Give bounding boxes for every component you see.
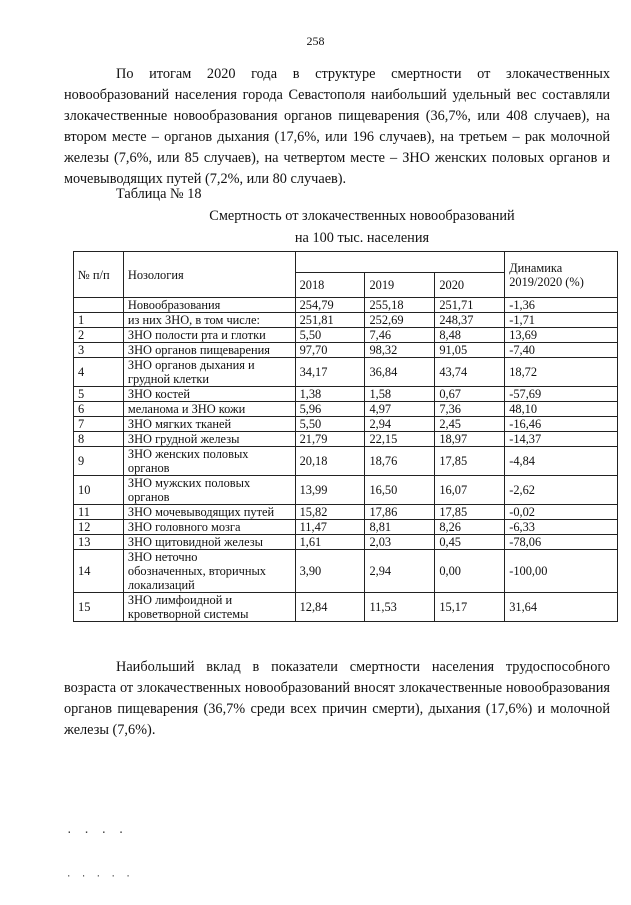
table-title-line2: на 100 тыс. населения	[294, 230, 430, 246]
intro-paragraph: По итогам 2020 года в структуре смертности от злокачественных новообразований населения города Севастополя наибольший удельный вес составляли злокачественные новообразования органов пищеварения (36,7%, или 408 случаев), на втором месте – органов дыхания (17,6%, или 196 случаев), на третьем – рак молочной железы (7,6%, или 85 случаев), на четвертом месте – ЗНО женских половых органов и мочевыводящих путей (7,2%, или 80 случаев).	[64, 66, 610, 187]
row-num-cell: 1	[74, 313, 124, 328]
row-num-cell: 9	[74, 447, 124, 476]
row-nosology-cell: Новообразования	[123, 298, 295, 313]
row-dynamics-cell: -7,40	[505, 343, 618, 358]
mortality-table	[73, 251, 618, 622]
table-row	[74, 328, 618, 343]
row-dynamics-cell: -14,37	[505, 432, 618, 447]
row-nosology-cell: меланома и ЗНО кожи	[123, 402, 295, 417]
row-2019-cell: 8,81	[365, 520, 435, 535]
row-nosology-cell: ЗНО грудной железы	[123, 432, 295, 447]
conclusion-paragraph: Наибольший вклад в показатели смертности населения трудоспособного возраста от злокачественных новообразований вносят злокачественные новообразования органов пищеварения (36,7% среди всех причин смерти), дыхания (17,6%) и молочной железы (7,6%).	[64, 659, 610, 738]
header-dynamics: Динамика 2019/2020 (%)	[505, 252, 618, 298]
row-nosology-cell: ЗНО неточно обозначенных, вторичных локализаций	[123, 550, 295, 593]
row-2020-cell: 248,37	[435, 313, 505, 328]
header-num: № п/п	[74, 252, 124, 298]
row-nosology-cell: ЗНО лимфоидной и кроветворной системы	[123, 593, 295, 622]
table-row	[74, 313, 618, 328]
scan-artifact-mark: · · · · ·	[66, 872, 133, 882]
row-2020-cell: 91,05	[435, 343, 505, 358]
row-nosology-cell: ЗНО органов пищеварения	[123, 343, 295, 358]
row-2018-cell: 5,50	[295, 328, 365, 343]
row-num-cell: 11	[74, 505, 124, 520]
row-2020-cell: 17,85	[435, 505, 505, 520]
row-2019-cell: 18,76	[365, 447, 435, 476]
row-2020-cell: 251,71	[435, 298, 505, 313]
table-row	[74, 447, 618, 476]
row-dynamics-cell: -0,02	[505, 505, 618, 520]
table-row	[74, 343, 618, 358]
row-2020-cell: 0,67	[435, 387, 505, 402]
row-2020-cell: 0,45	[435, 535, 505, 550]
row-2019-cell: 98,32	[365, 343, 435, 358]
row-2018-cell: 20,18	[295, 447, 365, 476]
row-dynamics-cell: 31,64	[505, 593, 618, 622]
table-label: Таблица № 18	[116, 186, 202, 202]
row-dynamics-cell: -57,69	[505, 387, 618, 402]
row-2020-cell: 17,85	[435, 447, 505, 476]
row-dynamics-cell: 13,69	[505, 328, 618, 343]
header-2020: 2020	[435, 273, 505, 298]
row-2018-cell: 21,79	[295, 432, 365, 447]
row-num-cell: 14	[74, 550, 124, 593]
row-dynamics-cell: 48,10	[505, 402, 618, 417]
header-years-group	[295, 252, 505, 273]
row-2020-cell: 43,74	[435, 358, 505, 387]
row-nosology-cell: ЗНО полости рта и глотки	[123, 328, 295, 343]
row-num-cell: 10	[74, 476, 124, 505]
table-row	[74, 298, 618, 313]
row-2019-cell: 1,58	[365, 387, 435, 402]
row-2020-cell: 16,07	[435, 476, 505, 505]
row-dynamics-cell: -1,36	[505, 298, 618, 313]
row-dynamics-cell: -16,46	[505, 417, 618, 432]
scan-artifact-mark: · · · ·	[66, 826, 127, 839]
row-2018-cell: 5,96	[295, 402, 365, 417]
row-2019-cell: 36,84	[365, 358, 435, 387]
table-body	[74, 298, 618, 622]
row-nosology-cell: ЗНО костей	[123, 387, 295, 402]
row-nosology-cell: ЗНО мужских половых органов	[123, 476, 295, 505]
row-2018-cell: 1,38	[295, 387, 365, 402]
row-nosology-cell: ЗНО органов дыхания и грудной клетки	[123, 358, 295, 387]
table-row	[74, 505, 618, 520]
row-2018-cell: 251,81	[295, 313, 365, 328]
row-num-cell: 3	[74, 343, 124, 358]
row-num-cell: 15	[74, 593, 124, 622]
row-2019-cell: 2,94	[365, 550, 435, 593]
table-row	[74, 417, 618, 432]
row-num-cell: 6	[74, 402, 124, 417]
row-2020-cell: 0,00	[435, 550, 505, 593]
row-num-cell	[74, 298, 124, 313]
row-num-cell: 13	[74, 535, 124, 550]
row-dynamics-cell: -100,00	[505, 550, 618, 593]
row-2020-cell: 8,48	[435, 328, 505, 343]
row-2018-cell: 12,84	[295, 593, 365, 622]
row-num-cell: 5	[74, 387, 124, 402]
table-row	[74, 402, 618, 417]
row-dynamics-cell: -4,84	[505, 447, 618, 476]
row-dynamics-cell: -78,06	[505, 535, 618, 550]
row-2019-cell: 11,53	[365, 593, 435, 622]
page-number: 258	[306, 34, 325, 48]
row-2019-cell: 22,15	[365, 432, 435, 447]
table-row	[74, 520, 618, 535]
row-2020-cell: 15,17	[435, 593, 505, 622]
row-2019-cell: 255,18	[365, 298, 435, 313]
header-2018: 2018	[295, 273, 365, 298]
table-row	[74, 358, 618, 387]
row-dynamics-cell: -6,33	[505, 520, 618, 535]
row-nosology-cell: из них ЗНО, в том числе:	[123, 313, 295, 328]
table-row	[74, 476, 618, 505]
row-nosology-cell: ЗНО щитовидной железы	[123, 535, 295, 550]
table-row	[74, 535, 618, 550]
row-2019-cell: 2,94	[365, 417, 435, 432]
row-num-cell: 4	[74, 358, 124, 387]
row-2019-cell: 4,97	[365, 402, 435, 417]
header-nosology: Нозология	[123, 252, 295, 298]
row-dynamics-cell: 18,72	[505, 358, 618, 387]
row-dynamics-cell: -2,62	[505, 476, 618, 505]
row-nosology-cell: ЗНО головного мозга	[123, 520, 295, 535]
table-row	[74, 387, 618, 402]
row-2018-cell: 97,70	[295, 343, 365, 358]
row-num-cell: 7	[74, 417, 124, 432]
row-2019-cell: 2,03	[365, 535, 435, 550]
row-num-cell: 8	[74, 432, 124, 447]
row-2018-cell: 1,61	[295, 535, 365, 550]
row-2018-cell: 34,17	[295, 358, 365, 387]
header-2019: 2019	[365, 273, 435, 298]
row-2018-cell: 3,90	[295, 550, 365, 593]
row-nosology-cell: ЗНО мочевыводящих путей	[123, 505, 295, 520]
row-2018-cell: 13,99	[295, 476, 365, 505]
row-2018-cell: 11,47	[295, 520, 365, 535]
row-2020-cell: 18,97	[435, 432, 505, 447]
row-2018-cell: 15,82	[295, 505, 365, 520]
row-2020-cell: 7,36	[435, 402, 505, 417]
row-2019-cell: 17,86	[365, 505, 435, 520]
row-nosology-cell: ЗНО женских половых органов	[123, 447, 295, 476]
table-title	[64, 205, 631, 249]
row-nosology-cell: ЗНО мягких тканей	[123, 417, 295, 432]
row-2019-cell: 252,69	[365, 313, 435, 328]
table-row	[74, 432, 618, 447]
row-2018-cell: 254,79	[295, 298, 365, 313]
table-row	[74, 550, 618, 593]
row-dynamics-cell: -1,71	[505, 313, 618, 328]
row-2019-cell: 16,50	[365, 476, 435, 505]
row-num-cell: 12	[74, 520, 124, 535]
table-title-line1: Смертность от злокачественных новообразований	[209, 208, 515, 224]
row-num-cell: 2	[74, 328, 124, 343]
row-2019-cell: 7,46	[365, 328, 435, 343]
table-row	[74, 593, 618, 622]
row-2018-cell: 5,50	[295, 417, 365, 432]
row-2020-cell: 8,26	[435, 520, 505, 535]
row-2020-cell: 2,45	[435, 417, 505, 432]
